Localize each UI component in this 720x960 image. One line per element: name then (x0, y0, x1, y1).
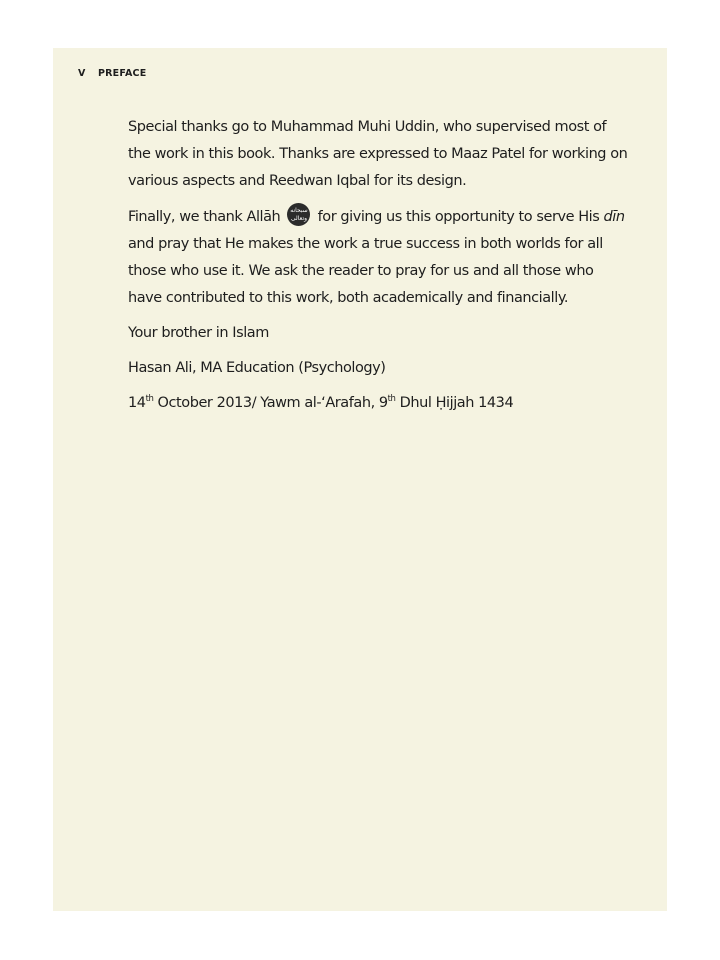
page (53, 48, 667, 911)
date-day: 14 (128, 395, 146, 411)
body-text (128, 114, 628, 425)
date-rest1: October 2013/ Yawm al-‘Arafah, 9 (153, 395, 388, 411)
date-day-suffix: th (145, 394, 154, 404)
paragraph-allah-part1: Finally, we thank Allāh (128, 209, 285, 225)
closing-line: Your brother in Islam (128, 325, 269, 341)
section-title: PREFACE (98, 68, 147, 79)
date-line (128, 390, 628, 417)
honorific-symbol-icon: سبحانه وتعالى (287, 203, 310, 226)
paragraph-allah-part3: and pray that He makes the work a true success in both worlds for all those who use it. We ask the reader to pray for us and all those who have contributed to this work, both academically and financially. (128, 236, 603, 306)
page-number: V (78, 68, 86, 79)
running-head (78, 68, 146, 79)
date-rest2: Dhul Ḥijjah 1434 (395, 395, 514, 411)
paragraph-thanks: Special thanks go to Muhammad Muhi Uddin, who supervised most of the work in this book. Thanks are expressed to Maaz Patel for working on various aspects and Reedwan Iqbal for its design. (128, 119, 628, 189)
italic-din: dīn (603, 209, 625, 225)
paragraph-allah-part2: for giving us this opportunity to serve His (313, 209, 600, 225)
paragraph-allah (128, 203, 628, 312)
date-ord-suffix: th (387, 394, 396, 404)
signature-line: Hasan Ali, MA Education (Psychology) (128, 360, 386, 376)
